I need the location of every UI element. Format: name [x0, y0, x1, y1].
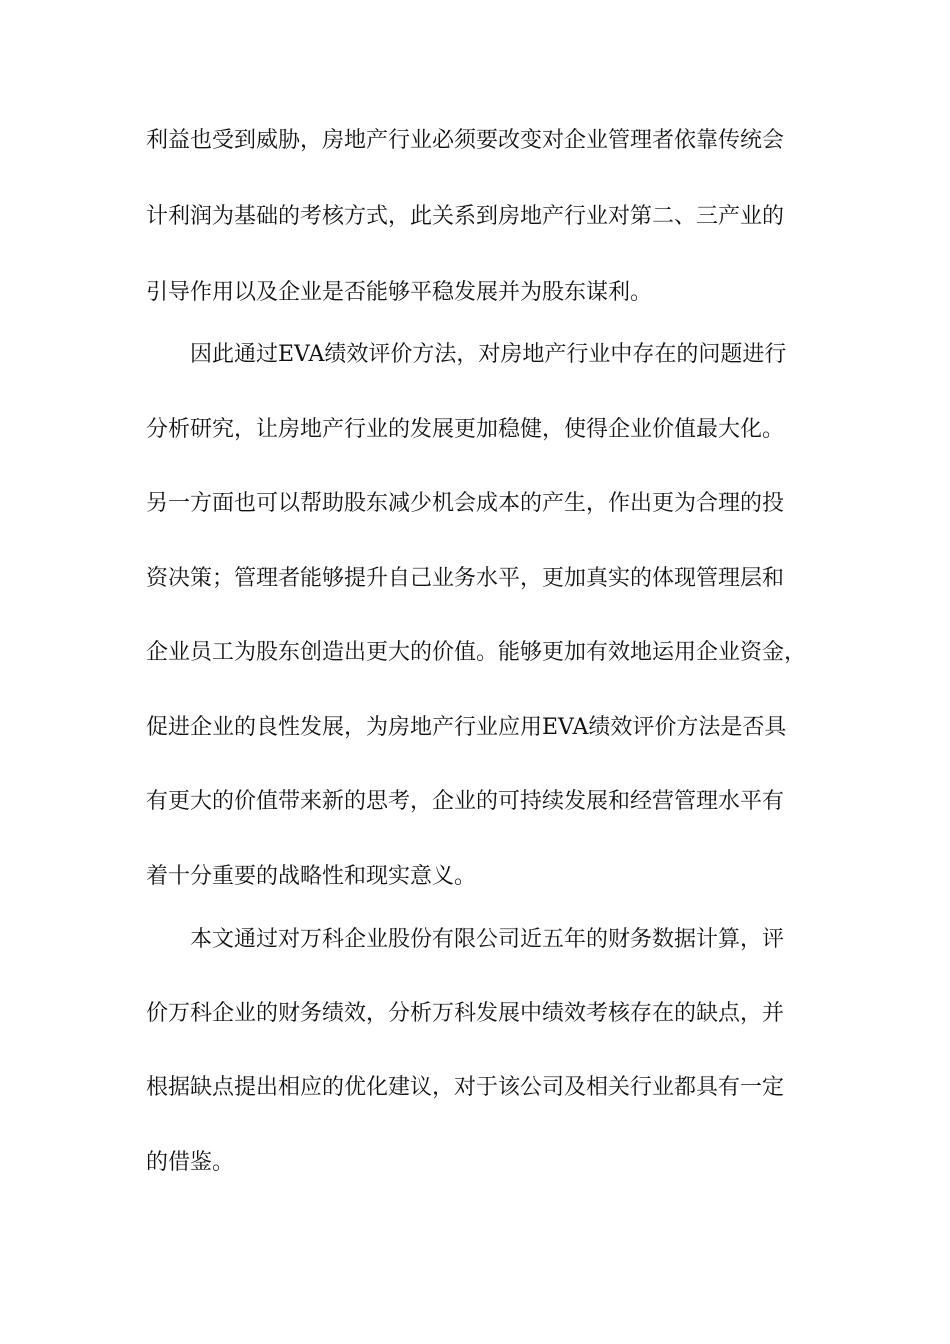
- text-line: 企业员工为股东创造出更大的价值。能够更加有效地运用企业资金，: [146, 640, 807, 665]
- text-line: 另一方面也可以帮助股东减少机会成本的产生，作出更为合理的投: [146, 491, 785, 516]
- text-line: 计利润为基础的考核方式，此关系到房地产行业对第二、三产业的: [146, 204, 785, 229]
- text-line: 价万科企业的财务绩效，分析万科发展中绩效考核存在的缺点，并: [146, 1001, 785, 1026]
- paragraph-first-line: 本文通过对万科企业股份有限公司近五年的财务数据计算，评: [190, 927, 785, 952]
- text-line: 根据缺点提出相应的优化建议，对于该公司及相关行业都具有一定: [146, 1075, 785, 1100]
- text-line: 分析研究，让房地产行业的发展更加稳健，使得企业价值最大化。: [146, 417, 785, 442]
- text-line: 引导作用以及企业是否能够平稳发展并为股东谋利。: [146, 280, 653, 305]
- paragraph-first-line: 因此通过EVA绩效评价方法，对房地产行业中存在的问题进行: [190, 342, 787, 367]
- text-line: 着十分重要的战略性和现实意义。: [146, 864, 477, 889]
- text-line: 的借鉴。: [146, 1150, 235, 1175]
- text-line: 资决策；管理者能够提升自己业务水平，更加真实的体现管理层和: [146, 566, 785, 591]
- text-line: 利益也受到威胁，房地产行业必须要改变对企业管理者依靠传统会: [146, 128, 785, 153]
- text-line: 促进企业的良性发展，为房地产行业应用EVA绩效评价方法是否具: [146, 715, 787, 740]
- text-line: 有更大的价值带来新的思考，企业的可持续发展和经营管理水平有: [146, 789, 785, 814]
